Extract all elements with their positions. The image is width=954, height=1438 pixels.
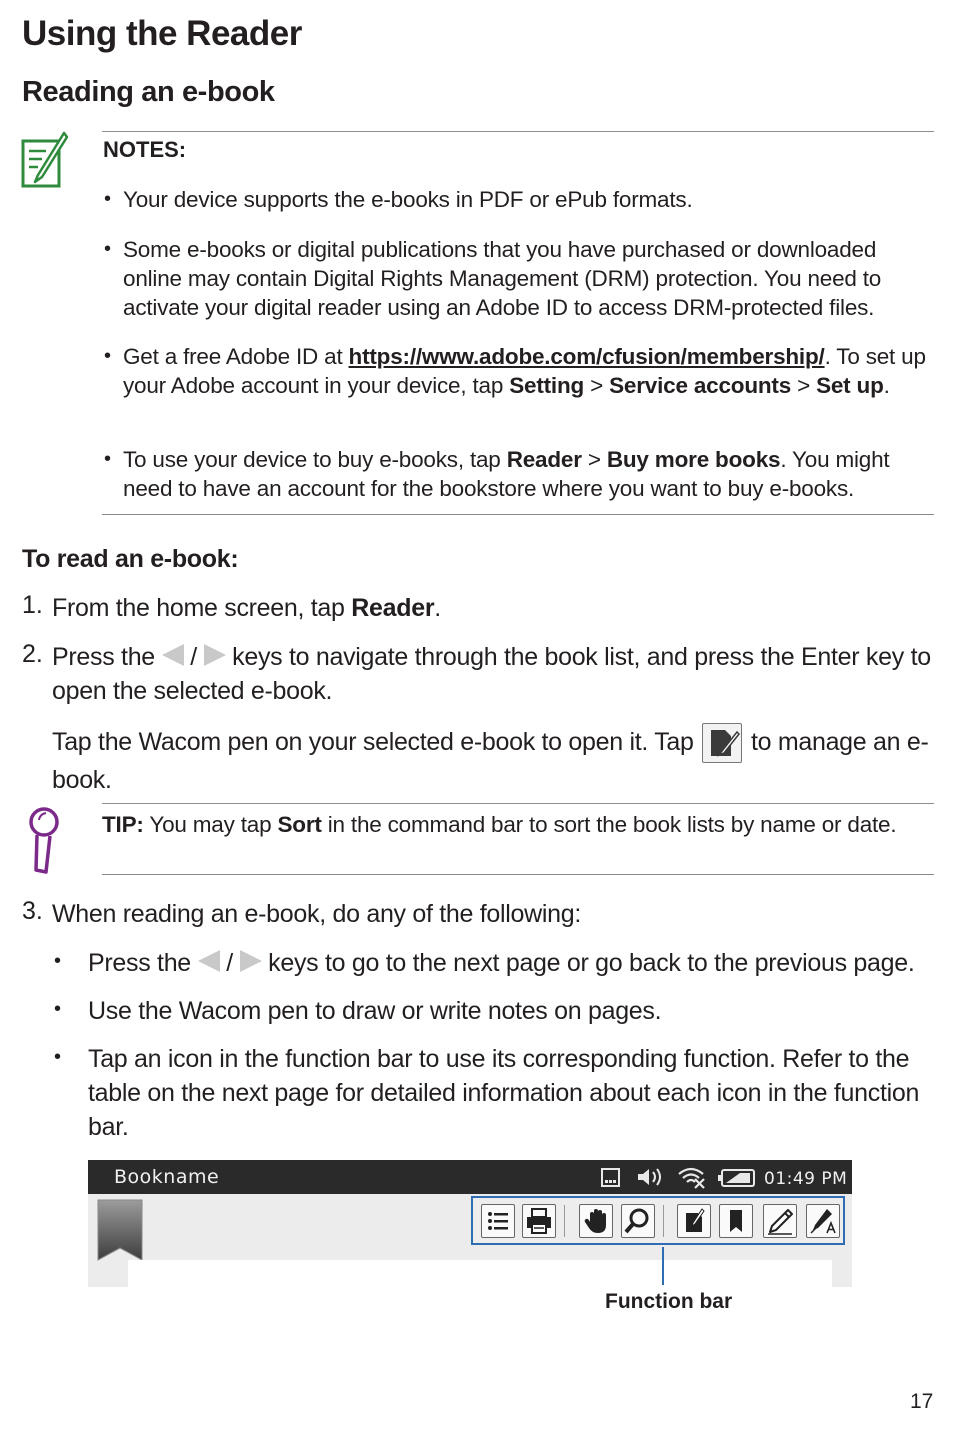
status-bar: [88, 1160, 852, 1194]
tip-top-rule: [102, 803, 934, 804]
function-bar: [471, 1196, 845, 1245]
step-number: 1.: [22, 591, 43, 619]
book-name: Bookname: [114, 1166, 220, 1188]
bullet: •: [104, 448, 112, 470]
bullet: •: [54, 1046, 62, 1068]
section-title: Reading an e-book: [22, 76, 275, 108]
step-2-detail: Tap the Wacom pen on your selected e-book to open it. Tap to manage an e-book.: [52, 723, 932, 797]
zoom-icon[interactable]: [621, 1204, 655, 1238]
left-arrow-key-icon: [198, 950, 220, 972]
right-arrow-key-icon: [204, 644, 226, 666]
print-icon[interactable]: [522, 1204, 556, 1238]
step-3-bullet-3: Tap an icon in the function bar to use its corresponding function. Refer to the table on the next page for detailed information about each icon in the function bar.: [88, 1045, 920, 1141]
step-3-bullet-2: Use the Wacom pen to draw or write notes on pages.: [88, 997, 662, 1025]
page-title: Using the Reader: [22, 14, 302, 53]
note-item-2: Some e-books or digital publications that you have purchased or downloaded online may contain Digital Rights Management (DRM) protection. You need to activate your digital reader using an Adobe ID to access DRM-protected files.: [123, 237, 882, 320]
wifi-off-icon: [676, 1165, 706, 1189]
bullet: •: [104, 345, 112, 367]
battery-icon: [718, 1168, 756, 1188]
toc-icon[interactable]: [481, 1204, 515, 1238]
function-bar-label: Function bar: [605, 1290, 733, 1313]
bullet: •: [54, 950, 62, 972]
step-2: Press the / keys to navigate through the book list, and press the Enter key to open the selected e-book.: [52, 643, 931, 705]
manage-ebook-icon: [702, 723, 742, 763]
callout-line: [662, 1247, 664, 1285]
bullet: •: [104, 188, 112, 210]
note-item-4: To use your device to buy e-books, tap Reader > Buy more books. You might need to have an account for the bookstore where you want to buy e-books.: [123, 447, 890, 501]
adobe-membership-link[interactable]: https://www.adobe.com/cfusion/membership/: [348, 344, 825, 369]
note-item-3: Get a free Adobe ID at https://www.adobe.com/cfusion/membership/. To set up your Adobe account in your device, tap Setting > Service accounts > Set up.: [123, 344, 926, 398]
book-cover-icon[interactable]: [96, 1198, 144, 1262]
notes-top-rule: [102, 131, 934, 132]
right-arrow-key-icon: [240, 950, 262, 972]
notes-title: NOTES:: [103, 137, 187, 162]
hand-icon[interactable]: [579, 1204, 613, 1238]
tip-text: TIP: You may tap Sort in the command bar to sort the book lists by name or date.: [102, 812, 897, 837]
left-arrow-key-icon: [162, 644, 184, 666]
volume-icon: [636, 1166, 666, 1188]
page-area: [128, 1260, 832, 1287]
step-number: 3.: [22, 897, 43, 925]
bullet: •: [54, 998, 62, 1020]
separator: [663, 1205, 664, 1237]
clock: 01:49 PM: [764, 1169, 848, 1189]
tip-bottom-rule: [102, 874, 934, 875]
step-1: From the home screen, tap Reader.: [52, 594, 441, 622]
note-icon[interactable]: [677, 1204, 711, 1238]
eraser-icon[interactable]: [806, 1204, 840, 1238]
notepad-pen-icon: [20, 131, 68, 189]
procedure-title: To read an e-book:: [22, 545, 239, 573]
bullet: •: [104, 238, 112, 260]
reader-screenshot: [88, 1160, 852, 1287]
step-3-bullet-1: Press the / keys to go to the next page or go back to the previous page.: [88, 949, 915, 977]
separator: [564, 1205, 565, 1237]
step-number: 2.: [22, 640, 43, 668]
pen-icon[interactable]: [763, 1204, 797, 1238]
bookmark-icon[interactable]: [719, 1204, 753, 1238]
page-number: 17: [910, 1390, 934, 1413]
note-item-1: Your device supports the e-books in PDF or ePub formats.: [123, 187, 693, 212]
magnifier-tip-icon: [26, 806, 62, 874]
keyboard-icon: [600, 1167, 622, 1189]
notes-bottom-rule: [102, 514, 934, 515]
step-3: When reading an e-book, do any of the following:: [52, 900, 582, 928]
